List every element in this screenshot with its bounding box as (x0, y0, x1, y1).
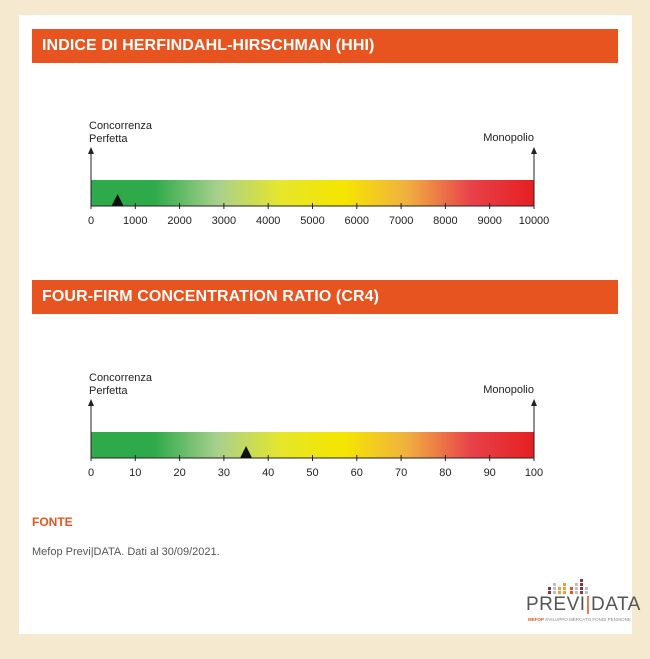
logo-data: DATA (590, 594, 641, 615)
tick-label: 90 (483, 467, 496, 479)
left-end-label-line: Perfetta (89, 133, 128, 145)
logo-previ: PREVI (526, 594, 586, 615)
previdata-logo (526, 577, 641, 627)
tick-label: 10 (129, 467, 142, 479)
tick-label: 0 (87, 467, 95, 479)
tick-label: 3000 (211, 215, 237, 227)
logo-tagline (528, 617, 631, 622)
tick-label: 80 (439, 467, 452, 479)
tick-label: 9000 (477, 215, 502, 227)
tick-label: 6000 (344, 215, 370, 227)
left-end-label-line: Concorrenza (89, 372, 152, 384)
source-title: FONTE (32, 515, 73, 529)
tick-label: 30 (217, 467, 231, 479)
logo-tag-prefix: MEFOP (528, 617, 545, 622)
tick-label: 4000 (255, 215, 281, 227)
left-arrow-head (88, 147, 94, 154)
tick-label: 40 (262, 467, 275, 479)
source-text: Mefop Previ|DATA. Dati al 30/09/2021. (32, 546, 220, 558)
right-end-label: Monopolio (483, 384, 534, 396)
tick-label: 100 (524, 467, 544, 479)
left-end-label (89, 120, 153, 145)
left-arrow-head (88, 399, 94, 406)
tick-label: 0 (87, 215, 95, 227)
infographic-card (19, 15, 641, 634)
tick-label: 10000 (518, 215, 550, 227)
right-arrow-head (531, 399, 537, 406)
right-end-label: Monopolio (483, 132, 534, 144)
tick-label: 5000 (300, 215, 325, 227)
tick-label: 70 (394, 467, 408, 479)
logo-bars-icon (548, 577, 644, 595)
hhi-scale-chart (19, 115, 632, 245)
left-end-label-line: Perfetta (89, 385, 128, 397)
scale-gradient-bar (91, 432, 534, 458)
right-arrow-head (531, 147, 537, 154)
scale-gradient-bar (91, 180, 534, 206)
logo-wordmark: PREVI|DATA (526, 594, 641, 615)
cr4-scale-chart (19, 367, 632, 497)
tick-label: 20 (173, 467, 186, 479)
tick-label: 8000 (433, 215, 458, 227)
tick-label: 50 (306, 467, 319, 479)
tick-label: 60 (350, 467, 363, 479)
hhi-title: INDICE DI HERFINDAHL-HIRSCHMAN (HHI) (32, 29, 618, 63)
tick-label: 1000 (123, 215, 148, 227)
tick-label: 2000 (167, 215, 192, 227)
cr4-title: FOUR-FIRM CONCENTRATION RATIO (CR4) (32, 280, 618, 314)
left-end-label (89, 372, 153, 397)
left-end-label-line: Concorrenza (89, 120, 152, 132)
tick-label: 7000 (388, 215, 414, 227)
logo-tag-rest: SVILUPPO MERCATO FONDI PENSIONE (545, 617, 631, 622)
